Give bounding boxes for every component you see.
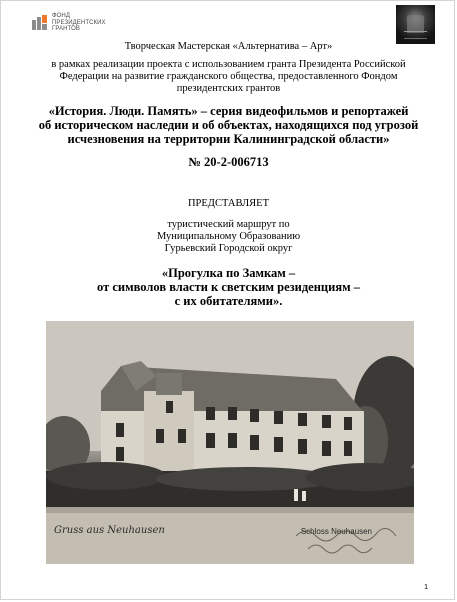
route-title bbox=[1, 266, 456, 308]
presents-label: ПРЕДСТАВЛЯЕТ bbox=[187, 198, 270, 209]
project-title-line: исчезновения на территории Калининградской области» bbox=[67, 132, 390, 146]
route-title-line: «Прогулка по Замкам – bbox=[161, 266, 296, 280]
route-line: Муниципальному Образованию bbox=[156, 231, 301, 242]
project-title bbox=[1, 104, 456, 146]
project-title-line: «История. Люди. Память» – серия видеофильмов и репортажей bbox=[48, 104, 409, 118]
logo-text-line: ПРЕЗИДЕНТСКИХ bbox=[52, 19, 106, 26]
postcard-caption-greeting: Gruss aus Neuhausen bbox=[54, 525, 165, 536]
organizer-line: Творческая Мастерская «Альтернатива – Арт» bbox=[124, 41, 333, 52]
dark-thumbnail-image bbox=[396, 5, 435, 44]
logo-text bbox=[52, 13, 106, 33]
project-number: № 20-2-006713 bbox=[188, 155, 269, 169]
project-title-line: об историческом наследии и об объектах, находящихся под угрозой bbox=[38, 118, 419, 132]
grant-description bbox=[1, 59, 456, 96]
grant-line: Федерации на развитие гражданского общества, предоставленного Фондом bbox=[59, 71, 398, 83]
route-line: туристический маршрут по bbox=[167, 219, 290, 230]
grant-line: в рамках реализации проекта с использованием гранта Президента Российской bbox=[51, 59, 406, 70]
logo-text-line: ГРАНТОВ bbox=[52, 26, 80, 32]
castle-postcard-photo bbox=[46, 321, 414, 564]
route-title-line: от символов власти к светским резиденциям – bbox=[97, 280, 360, 294]
route-description bbox=[1, 219, 456, 255]
route-title-line: с их обитателями». bbox=[174, 294, 283, 308]
postcard-caption-castle: Schloss Neuhausen bbox=[300, 527, 372, 536]
presidential-grants-fund-logo bbox=[32, 13, 106, 33]
route-line: Гурьевский Городской округ bbox=[164, 243, 293, 254]
logo-text-line: ФОНД bbox=[52, 13, 71, 19]
page-number: 1 bbox=[424, 584, 428, 591]
grant-line: президентских грантов bbox=[176, 83, 281, 95]
grant-fund-emblem-icon bbox=[32, 15, 48, 30]
thumbnail-detail bbox=[404, 31, 427, 39]
